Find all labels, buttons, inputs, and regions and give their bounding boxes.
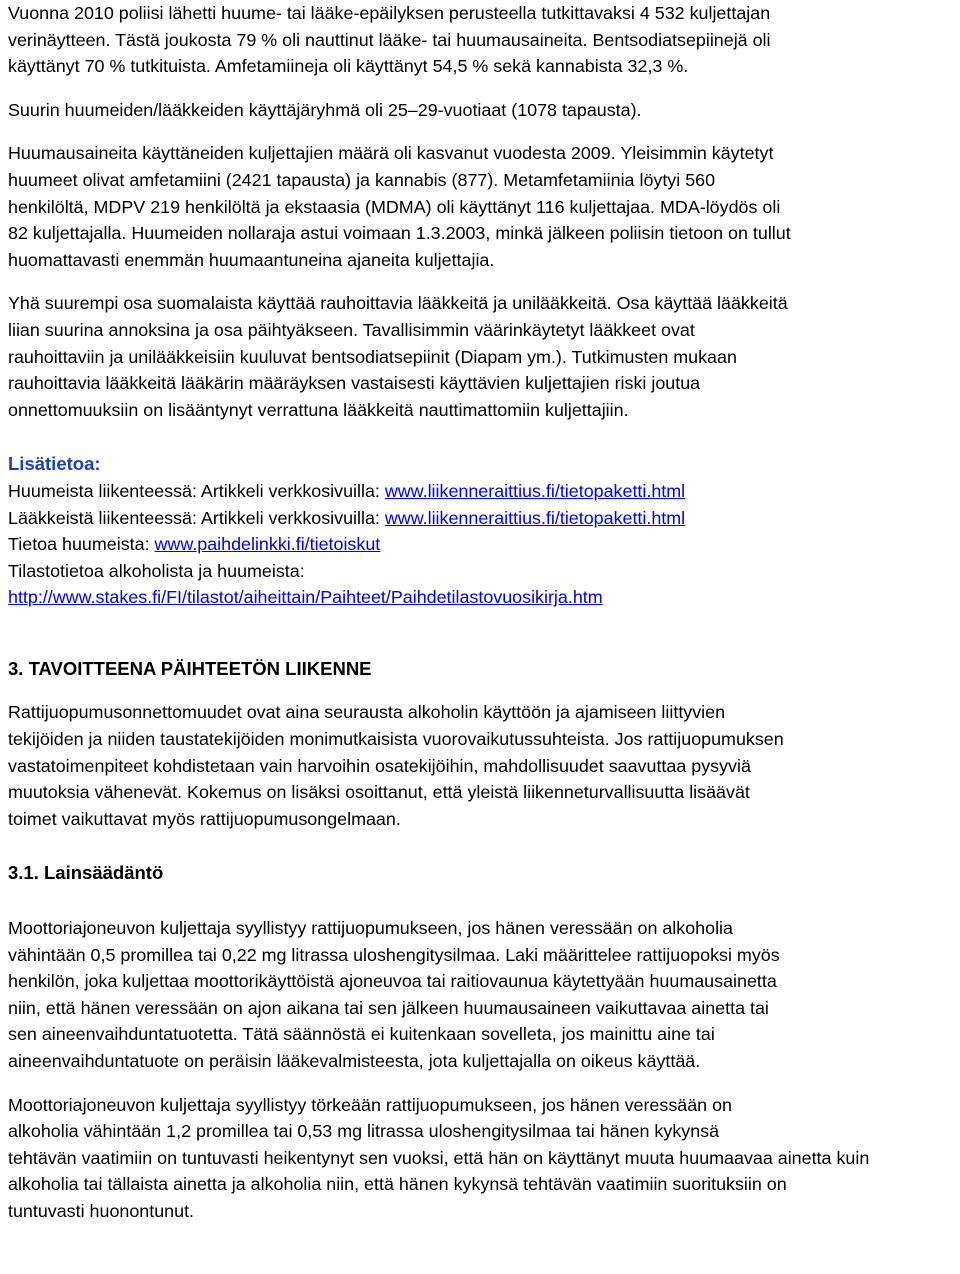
text-line: Moottoriajoneuvon kuljettaja syyllistyy rattijuopumukseen, jos hänen veressään on alkoholia bbox=[8, 918, 733, 939]
text-line: huumeet olivat amfetamiini (2421 tapausta) ja kannabis (877). Metamfetamiinia löytyi 560 bbox=[8, 169, 716, 190]
text-line: Rattijuopumusonnettomuudet ovat aina seurausta alkoholin käyttöön ja ajamiseen liittyvien bbox=[8, 702, 726, 723]
text-line: Huumausaineita käyttäneiden kuljettajien määrä oli kasvanut vuodesta 2009. Yleisimmin käytetyt bbox=[8, 143, 774, 164]
text-line: liian suurina annoksina ja osa päihtyäkseen. Tavallisimmin väärinkäytetyt lääkkeet ovat bbox=[8, 319, 695, 340]
text-line: vastatoimenpiteet kohdistetaan vain harvoihin osatekijöihin, mahdollisuudet saavuttaa pysyviä bbox=[8, 755, 751, 776]
section-heading: 3. TAVOITTEENA PÄIHTEETÖN LIIKENNE bbox=[8, 657, 372, 679]
text-line: henkilöltä, MDPV 219 henkilöltä ja ekstaasia (MDMA) oli käyttänyt 116 kuljettajaa. MDA-löydös oli bbox=[8, 196, 781, 217]
more-info-heading: Lisätietoa: bbox=[8, 453, 101, 475]
text-line: henkilön, joka kuljettaa moottorikäyttöistä ajoneuvoa tai raitiovaunua käytettyään huumausainetta bbox=[8, 971, 777, 992]
paragraph-medicine-use bbox=[8, 290, 956, 423]
text-line: niin, että hänen veressään on ajon aikana tai sen jälkeen huumausaineen vaikuttavaa ainetta tai bbox=[8, 997, 769, 1018]
link-drugs-traffic[interactable]: www.liikenneraittius.fi/tietopaketti.html bbox=[384, 480, 686, 501]
text-line: Moottoriajoneuvon kuljettaja syyllistyy törkeään rattijuopumukseen, jos hänen veressään on bbox=[8, 1094, 732, 1115]
text-line: alkoholia vähintään 1,2 promillea tai 0,53 mg litrassa uloshengitysilmaa tai hänen kykynsä bbox=[8, 1121, 720, 1142]
link-stakes-statistics[interactable]: http://www.stakes.fi/FI/tilastot/aiheittain/Paihteet/Paihdetilastovuosikirja.htm bbox=[8, 587, 603, 608]
paragraph-statistics-2010 bbox=[8, 0, 956, 80]
text-line: rauhoittavia lääkkeitä lääkärin määräyksen vastaisesti käyttävien kuljettajien riski joutua bbox=[8, 373, 701, 394]
text-line: toimet vaikuttavat myös rattijuopumusongelmaan. bbox=[8, 808, 401, 829]
more-info-row bbox=[8, 478, 956, 505]
text-line: verinäytteen. Tästä joukosta 79 % oli nauttinut lääke- tai huumausaineita. Bentsodiatsepiinejä oli bbox=[8, 29, 771, 50]
text-line: onnettomuuksiin on lisääntynyt verrattuna lääkkeitä nauttimattomiin kuljettajiin. bbox=[8, 399, 629, 420]
text-line: Vuonna 2010 poliisi lähetti huume- tai lääke-epäilyksen perusteella tutkittavaksi 4 532 kuljettajan bbox=[8, 3, 771, 23]
text-line: tekijöiden ja niiden taustatekijöiden monimutkaisista vuorovaikutussuhteista. Jos rattijuopumuksen bbox=[8, 729, 784, 750]
link-drug-info[interactable]: www.paihdelinkki.fi/tietoiskut bbox=[154, 534, 381, 555]
more-info-row bbox=[8, 584, 956, 611]
text-line: rauhoittaviin ja unilääkkeisiin kuuluvat bentsodiatsepiinit (Diapam ym.). Tutkimusten mukaan bbox=[8, 346, 737, 367]
text-line: 82 kuljettajalla. Huumeiden nollaraja astui voimaan 1.3.2003, minkä jälkeen poliisin tietoon on tullut bbox=[8, 223, 791, 244]
document-page bbox=[8, 0, 956, 1225]
more-info-row bbox=[8, 558, 956, 585]
text-line: muutoksia vähenevät. Kokemus on lisäksi osoittanut, että yleistä liikenneturvallisuutta lisäävät bbox=[8, 782, 750, 803]
section-3-1 bbox=[8, 860, 956, 1224]
text-line: Yhä suurempi osa suomalaista käyttää rauhoittavia lääkkeitä ja unilääkkeitä. Osa käyttää lääkkeitä bbox=[8, 293, 788, 314]
text-line: alkoholia tai tällaista ainetta ja alkoholia niin, että hänen kykynsä tehtävän vaatimiin suorituksiin on bbox=[8, 1174, 787, 1195]
text-line: aineenvaihduntatuote on peräisin lääkevalmisteesta, jota kuljettajalla on oikeus käyttää. bbox=[8, 1051, 701, 1071]
paragraph-age-group bbox=[8, 97, 956, 124]
section-3 bbox=[8, 656, 956, 833]
more-info-row bbox=[8, 505, 956, 532]
more-info-label: Huumeista liikenteessä: Artikkeli verkkosivuilla: bbox=[8, 480, 385, 501]
text-line: Suurin huumeiden/lääkkeiden käyttäjäryhmä oli 25–29-vuotiaat (1078 tapausta). bbox=[8, 99, 642, 120]
text-line: käyttänyt 70 % tutkituista. Amfetamiineja oli käyttänyt 54,5 % sekä kannabista 32,3 %. bbox=[8, 56, 689, 77]
text-line: tuntuvasti huonontunut. bbox=[8, 1200, 195, 1221]
link-medicines-traffic[interactable]: www.liikenneraittius.fi/tietopaketti.html bbox=[384, 507, 686, 528]
text-line: tehtävän vaatimiin on tuntuvasti heikentynyt sen vuoksi, että hän on käyttänyt muuta huumaavaa ainetta kuin bbox=[8, 1147, 870, 1168]
more-info-row bbox=[8, 531, 956, 558]
text-line: sen aineenvaihduntatuotetta. Tätä säännöstä ei kuitenkaan sovelleta, jos mainittu aine tai bbox=[8, 1024, 715, 1045]
more-info-section bbox=[8, 451, 956, 611]
text-line: vähintään 0,5 promillea tai 0,22 mg litrassa uloshengitysilmaa. Laki määrittelee rattijuopoksi myös bbox=[8, 944, 780, 965]
paragraph-drug-users bbox=[8, 140, 956, 273]
more-info-label: Tilastotietoa alkoholista ja huumeista: bbox=[8, 560, 305, 581]
more-info-label: Tietoa huumeista: bbox=[8, 534, 155, 555]
subsection-heading: 3.1. Lainsäädäntö bbox=[8, 862, 164, 884]
more-info-label: Lääkkeistä liikenteessä: Artikkeli verkkosivuilla: bbox=[8, 507, 385, 528]
text-line: huomattavasti enemmän huumaantuneina ajaneita kuljettajia. bbox=[8, 249, 495, 270]
